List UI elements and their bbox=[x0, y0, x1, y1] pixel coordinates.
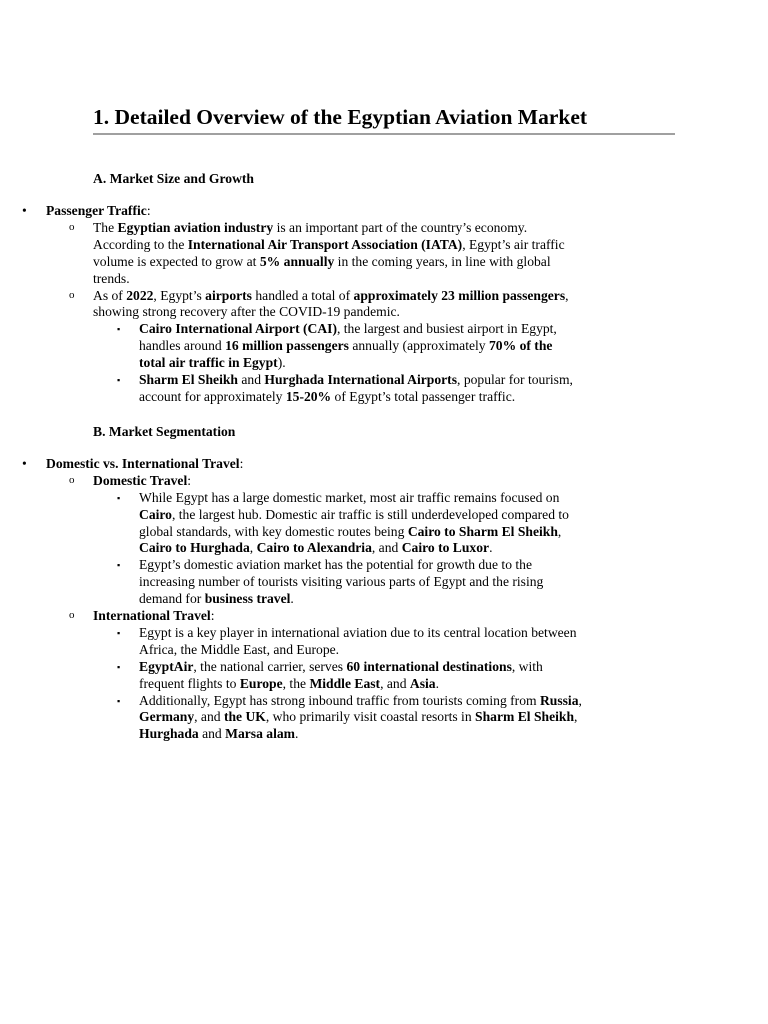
text-run: , and bbox=[194, 709, 224, 725]
text-run: , with frequent flights to bbox=[139, 658, 543, 691]
bold-run: 5% annually bbox=[259, 253, 335, 269]
text-run: , and bbox=[371, 540, 402, 556]
bold-run: Sharm El Sheikh bbox=[475, 709, 575, 725]
item-label: International Travel bbox=[93, 608, 211, 624]
text-run: , Egypt’s air traffic volume is expected to grow at bbox=[93, 236, 565, 269]
text-run: , popular for tourism, account for approximately bbox=[139, 372, 573, 404]
item-label: Passenger Traffic bbox=[46, 203, 147, 218]
document-page bbox=[22, 104, 675, 743]
text-run: . bbox=[290, 591, 294, 607]
text-run: . bbox=[489, 540, 493, 556]
square-marker: ▪ bbox=[117, 324, 121, 335]
bold-run: EgyptAir bbox=[139, 658, 194, 674]
list-item-passenger-traffic bbox=[0, 203, 582, 220]
list-item-key-player bbox=[0, 625, 582, 659]
circle-marker: o bbox=[69, 288, 75, 301]
text-run: , and bbox=[380, 675, 410, 691]
text-run: The bbox=[93, 219, 118, 235]
square-marker: ▪ bbox=[117, 375, 121, 386]
item-label: Domestic vs. International Travel bbox=[46, 455, 240, 471]
paragraph bbox=[139, 557, 582, 608]
circle-marker: o bbox=[69, 473, 75, 486]
text-run: and bbox=[198, 726, 226, 742]
text-run: handled a total of bbox=[251, 287, 354, 303]
bold-run: Europe bbox=[239, 675, 283, 691]
section-b-list bbox=[22, 455, 675, 743]
list-item-sharm-hurghada bbox=[0, 372, 582, 406]
bold-run: Cairo International Airport (CAI) bbox=[139, 321, 337, 337]
item-label: Domestic Travel bbox=[93, 472, 188, 488]
bold-run: Cairo to Hurghada bbox=[139, 540, 250, 556]
text-run: , the largest hub. Domestic air traffic is still underdeveloped compared to global standards, with key domestic routes being bbox=[139, 506, 569, 539]
text-run: , the national carrier, serves bbox=[193, 658, 347, 674]
square-marker: ▪ bbox=[117, 695, 121, 706]
bold-run: 60 international destinations bbox=[346, 658, 512, 674]
text-run: . bbox=[435, 675, 439, 691]
bold-run: the UK bbox=[223, 709, 266, 725]
bold-run: Cairo to Luxor bbox=[401, 540, 490, 556]
bullet-marker: • bbox=[22, 455, 27, 471]
bold-run: 2022 bbox=[126, 287, 154, 303]
bold-run: Asia bbox=[409, 675, 436, 691]
list-item-domestic-vs-international bbox=[0, 456, 582, 473]
bullet-marker: • bbox=[22, 203, 27, 218]
bold-run: approximately 23 million passengers bbox=[353, 287, 566, 303]
list-item-egyptair bbox=[0, 659, 582, 693]
text-run: While Egypt has a large domestic market, most air traffic remains focused on bbox=[139, 489, 560, 505]
text-run: , who primarily visit coastal resorts in bbox=[265, 709, 476, 725]
text-run: , showing strong recovery after the COVID-19 pandemic. bbox=[93, 287, 569, 320]
text-run: , bbox=[249, 540, 257, 556]
bold-run: International Air Transport Association (IATA) bbox=[187, 236, 463, 252]
bold-run: Russia bbox=[539, 692, 579, 708]
list-item-cairo-airport bbox=[0, 321, 582, 372]
list-item-domestic-travel bbox=[0, 473, 582, 490]
text-run: ). bbox=[277, 355, 286, 371]
circle-marker: o bbox=[69, 220, 75, 233]
text-run: As of bbox=[93, 287, 127, 303]
section-a-list bbox=[22, 203, 675, 406]
text-run: , the largest and busiest airport in Egypt, handles around bbox=[139, 321, 557, 354]
paragraph bbox=[139, 372, 582, 406]
square-marker: ▪ bbox=[117, 661, 121, 672]
list-item-inbound-traffic bbox=[0, 693, 582, 744]
text-run: , bbox=[578, 692, 582, 708]
square-marker: ▪ bbox=[117, 627, 121, 638]
square-marker: ▪ bbox=[117, 492, 121, 503]
bold-run: Sharm El Sheikh bbox=[139, 372, 238, 388]
item-colon: : bbox=[210, 608, 215, 624]
item-colon: : bbox=[239, 455, 244, 471]
text-run: is an important part of the country’s economy. According to the bbox=[93, 219, 528, 252]
bold-run: Middle East bbox=[309, 675, 381, 691]
item-colon: : bbox=[187, 472, 192, 488]
bold-run: Cairo to Sharm El Sheikh bbox=[407, 523, 558, 539]
text-run: Egypt is a key player in international aviation due to its central location between Africa, the Middle East, and Europe. bbox=[139, 624, 577, 657]
text-run: annually (approximately bbox=[348, 338, 489, 354]
bold-run: 15-20% bbox=[285, 388, 332, 404]
bold-run: Cairo bbox=[139, 506, 172, 522]
bold-run: Germany bbox=[139, 709, 195, 725]
paragraph bbox=[139, 490, 582, 558]
text-run: Additionally, Egypt has strong inbound traffic from tourists coming from bbox=[139, 692, 540, 708]
bold-run: 16 million passengers bbox=[225, 338, 349, 354]
paragraph bbox=[93, 288, 582, 322]
list-item-domestic-growth bbox=[0, 557, 582, 608]
document-title: 1. Detailed Overview of the Egyptian Aviation Market bbox=[93, 104, 675, 135]
bold-run: Cairo to Alexandria bbox=[256, 540, 372, 556]
bold-run: Hurghada bbox=[139, 726, 199, 742]
bold-run: Egyptian aviation industry bbox=[117, 219, 274, 235]
list-item-domestic-routes bbox=[0, 490, 582, 558]
square-marker: ▪ bbox=[117, 560, 121, 571]
bold-run: 70% of the total air traffic in Egypt bbox=[139, 338, 553, 371]
bold-run: Hurghada International Airports bbox=[264, 372, 458, 388]
paragraph bbox=[139, 625, 582, 659]
section-b-heading: B. Market Segmentation bbox=[93, 423, 236, 439]
bold-run: Marsa alam bbox=[225, 726, 295, 742]
bold-run: airports bbox=[205, 287, 252, 303]
list-item-iata-growth bbox=[0, 220, 582, 288]
list-item-international-travel bbox=[0, 608, 582, 625]
paragraph bbox=[139, 659, 582, 693]
text-run: of Egypt’s total passenger traffic. bbox=[331, 388, 516, 404]
item-colon: : bbox=[146, 203, 151, 218]
text-run: , bbox=[574, 709, 578, 725]
text-run: , Egypt’s bbox=[153, 287, 206, 303]
paragraph bbox=[139, 321, 582, 372]
text-run: , bbox=[557, 523, 562, 539]
text-run: , the bbox=[282, 675, 310, 691]
paragraph bbox=[93, 220, 582, 288]
text-run: in the coming years, in line with global trends. bbox=[93, 253, 551, 286]
text-run: Egypt’s domestic aviation market has the potential for growth due to the increasing number of tourists visiting various parts of Egypt and the rising demand for bbox=[139, 557, 544, 607]
text-run: . bbox=[294, 726, 299, 742]
circle-marker: o bbox=[69, 609, 75, 622]
paragraph bbox=[139, 693, 582, 744]
section-a-heading: A. Market Size and Growth bbox=[93, 171, 254, 186]
text-run: and bbox=[237, 372, 265, 388]
bold-run: business travel bbox=[204, 591, 291, 607]
list-item-2022-passengers bbox=[0, 288, 582, 322]
